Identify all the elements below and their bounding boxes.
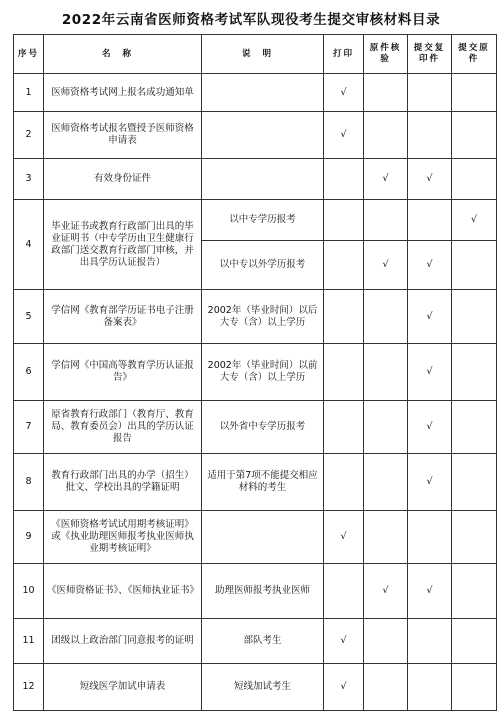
row-number: 8 — [14, 454, 44, 511]
header-copy-submit: 提交复印件 — [408, 35, 452, 74]
row-number: 7 — [14, 401, 44, 454]
orig-submit-mark — [452, 159, 497, 200]
item-note — [202, 112, 324, 159]
table-row — [14, 344, 497, 401]
table-row — [14, 401, 497, 454]
print-mark — [324, 200, 364, 241]
print-mark — [324, 564, 364, 619]
item-note: 以中专学历报考 — [202, 200, 324, 241]
table-row — [14, 664, 497, 711]
copy-mark — [408, 200, 452, 241]
header-orig-check: 原件核验 — [364, 35, 408, 74]
item-note: 部队考生 — [202, 619, 324, 664]
item-name: 医师资格考试网上报名成功通知单 — [44, 74, 202, 112]
copy-mark: √ — [408, 564, 452, 619]
print-mark: √ — [324, 619, 364, 664]
orig-check-mark — [364, 664, 408, 711]
orig-check-mark — [364, 200, 408, 241]
orig-check-mark — [364, 74, 408, 112]
item-name: 原省教育行政部门（教育厅、教育局、教育委员会）出具的学历认证报告 — [44, 401, 202, 454]
item-name: 学信网《中国高等教育学历认证报告》 — [44, 344, 202, 401]
item-name: 学信网《教育部学历证书电子注册备案表》 — [44, 290, 202, 344]
orig-submit-mark: √ — [452, 200, 497, 241]
table-row — [14, 564, 497, 619]
copy-mark: √ — [408, 159, 452, 200]
row-number: 5 — [14, 290, 44, 344]
item-note: 适用于第7项不能提交相应材料的考生 — [202, 454, 324, 511]
row-number: 1 — [14, 74, 44, 112]
table-row — [14, 112, 497, 159]
table-row — [14, 74, 497, 112]
copy-mark: √ — [408, 401, 452, 454]
orig-check-mark: √ — [364, 241, 408, 290]
item-name: 毕业证书或教育行政部门出具的毕业证明书（中专学历由卫生健康行政部门送交教育行政部门审核，并出具学历认证报告） — [44, 200, 202, 290]
copy-mark — [408, 664, 452, 711]
header-row — [14, 35, 497, 74]
materials-table — [13, 34, 497, 711]
orig-submit-mark — [452, 290, 497, 344]
table-row — [14, 200, 497, 241]
item-note: 2002年（毕业时间）以后大专（含）以上学历 — [202, 290, 324, 344]
copy-mark: √ — [408, 290, 452, 344]
item-name: 《医师资格考试试用期考核证明》或《执业助理医师报考执业医师执业期考核证明》 — [44, 511, 202, 564]
item-note — [202, 511, 324, 564]
orig-check-mark — [364, 112, 408, 159]
row-number: 6 — [14, 344, 44, 401]
orig-check-mark: √ — [364, 159, 408, 200]
row-number: 11 — [14, 619, 44, 664]
item-name: 短线医学加试申请表 — [44, 664, 202, 711]
orig-submit-mark — [452, 112, 497, 159]
document-title: 2022年云南省医师资格考试军队现役考生提交审核材料目录 — [61, 12, 441, 28]
table-row — [14, 159, 497, 200]
table-row — [14, 290, 497, 344]
orig-submit-mark — [452, 74, 497, 112]
print-mark: √ — [324, 74, 364, 112]
item-note: 以外省中专学历报考 — [202, 401, 324, 454]
item-note — [202, 74, 324, 112]
orig-submit-mark — [452, 401, 497, 454]
orig-check-mark — [364, 401, 408, 454]
print-mark: √ — [324, 511, 364, 564]
header-note: 说明 — [202, 35, 324, 74]
copy-mark: √ — [408, 344, 452, 401]
row-number: 3 — [14, 159, 44, 200]
item-name: 医师资格考试报名暨授予医师资格申请表 — [44, 112, 202, 159]
orig-submit-mark — [452, 619, 497, 664]
print-mark — [324, 241, 364, 290]
table-row — [14, 454, 497, 511]
header-print: 打印 — [324, 35, 364, 74]
print-mark — [324, 454, 364, 511]
orig-check-mark: √ — [364, 564, 408, 619]
item-name: 团级以上政治部门同意报考的证明 — [44, 619, 202, 664]
copy-mark — [408, 112, 452, 159]
orig-submit-mark — [452, 454, 497, 511]
orig-check-mark — [364, 290, 408, 344]
copy-mark — [408, 619, 452, 664]
print-mark — [324, 401, 364, 454]
header-orig-submit: 提交原件 — [452, 35, 497, 74]
orig-submit-mark — [452, 564, 497, 619]
orig-check-mark — [364, 344, 408, 401]
orig-submit-mark — [452, 511, 497, 564]
table-row — [14, 511, 497, 564]
orig-submit-mark — [452, 241, 497, 290]
item-note: 短线加试考生 — [202, 664, 324, 711]
item-name: 教育行政部门出具的办学（招生）批文、学校出具的学籍证明 — [44, 454, 202, 511]
copy-mark — [408, 74, 452, 112]
orig-check-mark — [364, 454, 408, 511]
header-seq: 序号 — [14, 35, 44, 74]
item-name: 《医师资格证书》、《医师执业证书》 — [44, 564, 202, 619]
print-mark — [324, 290, 364, 344]
print-mark: √ — [324, 112, 364, 159]
item-note: 助理医师报考执业医师 — [202, 564, 324, 619]
row-number: 10 — [14, 564, 44, 619]
copy-mark: √ — [408, 454, 452, 511]
item-note: 以中专以外学历报考 — [202, 241, 324, 290]
row-number: 2 — [14, 112, 44, 159]
item-name: 有效身份证件 — [44, 159, 202, 200]
orig-check-mark — [364, 511, 408, 564]
orig-submit-mark — [452, 664, 497, 711]
item-note: 2002年（毕业时间）以前大专（含）以上学历 — [202, 344, 324, 401]
print-mark: √ — [324, 664, 364, 711]
header-name: 名称 — [44, 35, 202, 74]
row-number: 9 — [14, 511, 44, 564]
row-number: 4 — [14, 200, 44, 290]
table-row — [14, 619, 497, 664]
print-mark — [324, 159, 364, 200]
print-mark — [324, 344, 364, 401]
item-note — [202, 159, 324, 200]
row-number: 12 — [14, 664, 44, 711]
orig-check-mark — [364, 619, 408, 664]
copy-mark — [408, 511, 452, 564]
copy-mark: √ — [408, 241, 452, 290]
orig-submit-mark — [452, 344, 497, 401]
